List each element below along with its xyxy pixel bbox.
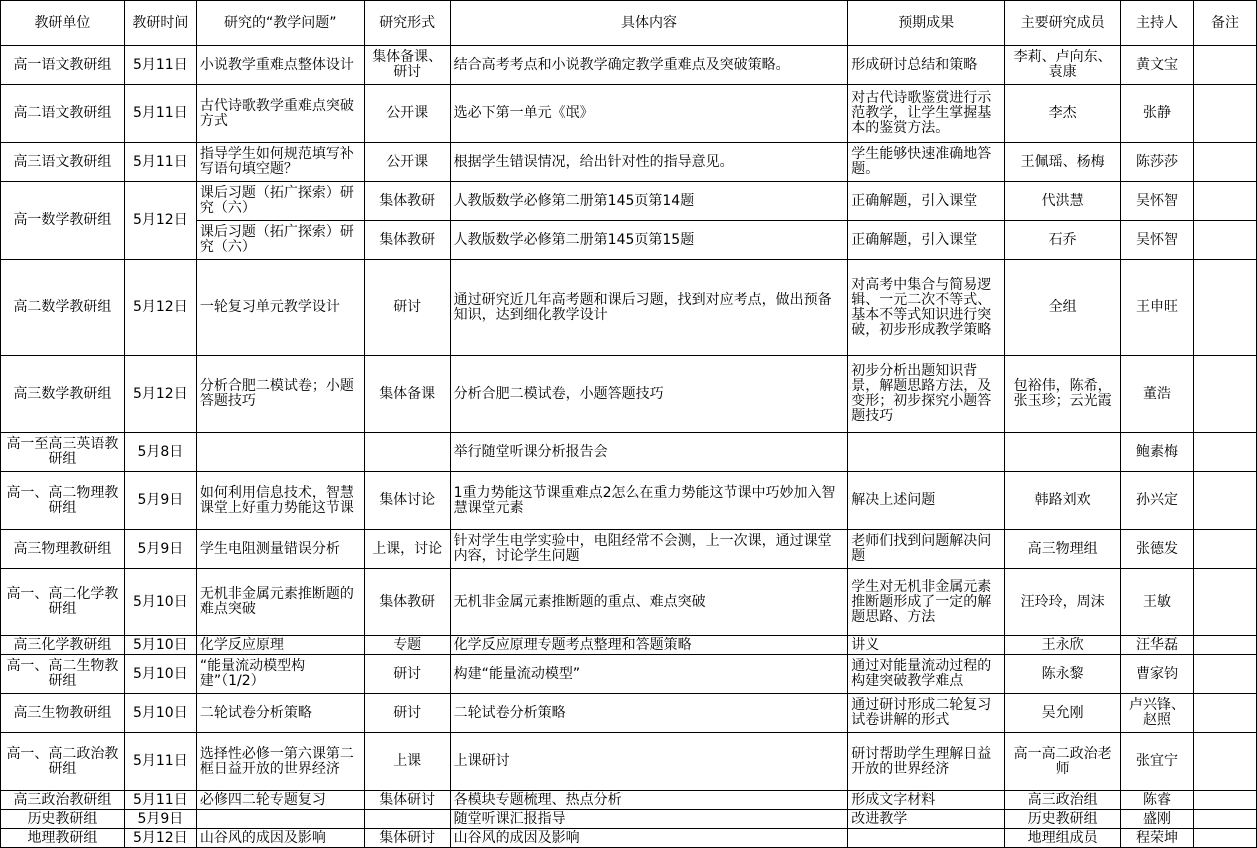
notes-cell bbox=[1193, 433, 1256, 472]
host-cell: 吴怀智 bbox=[1121, 221, 1194, 260]
notes-cell bbox=[1193, 829, 1256, 848]
header-row bbox=[1, 1, 1257, 46]
content-cell: 1重力势能这节课重难点2怎么在重力势能这节课中巧妙加入智慧课堂元素 bbox=[450, 472, 848, 530]
unit-cell: 地理教研组 bbox=[1, 829, 125, 848]
members-cell: 韩路刘欢 bbox=[1005, 472, 1121, 530]
members-cell: 高一高二政治老师 bbox=[1005, 733, 1121, 791]
table-row bbox=[1, 472, 1257, 530]
members-cell: 王佩瑶、杨梅 bbox=[1005, 143, 1121, 182]
outcome-cell: 对古代诗歌鉴赏进行示范教学，让学生掌握基本的鉴赏方法。 bbox=[848, 85, 1005, 143]
members-cell: 包裕伟，陈希，张玉珍；云光霞 bbox=[1005, 356, 1121, 433]
table-row bbox=[1, 694, 1257, 733]
header-form: 研究形式 bbox=[364, 1, 450, 46]
members-cell: 地理组成员 bbox=[1005, 829, 1121, 848]
members-cell: 石乔 bbox=[1005, 221, 1121, 260]
table-row bbox=[1, 569, 1257, 636]
form-cell: 公开课 bbox=[364, 85, 450, 143]
table-row bbox=[1, 829, 1257, 848]
table-row bbox=[1, 733, 1257, 791]
table-row bbox=[1, 530, 1257, 569]
problem-cell: 必修四二轮专题复习 bbox=[196, 791, 364, 810]
date-cell: 5月9日 bbox=[124, 472, 196, 530]
notes-cell bbox=[1193, 46, 1256, 85]
date-cell: 5月10日 bbox=[124, 694, 196, 733]
form-cell: 上课，讨论 bbox=[364, 530, 450, 569]
problem-cell: 分析合肥二模试卷；小题答题技巧 bbox=[196, 356, 364, 433]
unit-cell: 高二语文教研组 bbox=[1, 85, 125, 143]
outcome-cell: 形成研讨总结和策略 bbox=[848, 46, 1005, 85]
content-cell: 山谷风的成因及影响 bbox=[450, 829, 848, 848]
date-cell: 5月11日 bbox=[124, 791, 196, 810]
outcome-cell: 正确解题，引入课堂 bbox=[848, 221, 1005, 260]
date-cell: 5月10日 bbox=[124, 655, 196, 694]
outcome-cell: 通过对能量流动过程的构建突破教学难点 bbox=[848, 655, 1005, 694]
notes-cell bbox=[1193, 530, 1256, 569]
problem-cell: 小说教学重难点整体设计 bbox=[196, 46, 364, 85]
form-cell: 集体教研 bbox=[364, 182, 450, 221]
outcome-cell: 学生对无机非金属元素推断题形成了一定的解题思路、方法 bbox=[848, 569, 1005, 636]
outcome-cell: 对高考中集合与简易逻辑、一元二次不等式、基本不等式知识进行突破，初步形成教学策略 bbox=[848, 260, 1005, 356]
date-cell: 5月11日 bbox=[124, 46, 196, 85]
host-cell: 张德发 bbox=[1121, 530, 1194, 569]
date-cell: 5月8日 bbox=[124, 433, 196, 472]
host-cell: 王申旺 bbox=[1121, 260, 1194, 356]
host-cell: 张静 bbox=[1121, 85, 1194, 143]
form-cell: 集体研讨 bbox=[364, 829, 450, 848]
problem-cell bbox=[196, 433, 364, 472]
members-cell: 全组 bbox=[1005, 260, 1121, 356]
form-cell: 专题 bbox=[364, 636, 450, 655]
unit-cell: 高三物理教研组 bbox=[1, 530, 125, 569]
outcome-cell: 研讨帮助学生理解日益开放的世界经济 bbox=[848, 733, 1005, 791]
outcome-cell: 通过研讨形成二轮复习试卷讲解的形式 bbox=[848, 694, 1005, 733]
content-cell: 构建“能量流动模型” bbox=[450, 655, 848, 694]
table-row bbox=[1, 143, 1257, 182]
header-outcome: 预期成果 bbox=[848, 1, 1005, 46]
form-cell: 集体备课 bbox=[364, 356, 450, 433]
header-content: 具体内容 bbox=[450, 1, 848, 46]
members-cell: 汪玲玲，周沫 bbox=[1005, 569, 1121, 636]
form-cell: 研讨 bbox=[364, 694, 450, 733]
content-cell: 举行随堂听课分析报告会 bbox=[450, 433, 848, 472]
problem-cell: 选择性必修一第六课第二框日益开放的世界经济 bbox=[196, 733, 364, 791]
problem-cell: 课后习题（拓广探索）研究（六） bbox=[196, 221, 364, 260]
content-cell: 人教版数学必修第二册第145页第15题 bbox=[450, 221, 848, 260]
notes-cell bbox=[1193, 182, 1256, 221]
notes-cell bbox=[1193, 636, 1256, 655]
problem-cell bbox=[196, 810, 364, 829]
content-cell: 上课研讨 bbox=[450, 733, 848, 791]
problem-cell: 古代诗歌教学重难点突破方式 bbox=[196, 85, 364, 143]
notes-cell bbox=[1193, 810, 1256, 829]
table-row bbox=[1, 356, 1257, 433]
host-cell: 盛刚 bbox=[1121, 810, 1194, 829]
content-cell: 二轮试卷分析策略 bbox=[450, 694, 848, 733]
problem-cell: 二轮试卷分析策略 bbox=[196, 694, 364, 733]
outcome-cell bbox=[848, 829, 1005, 848]
members-cell: 陈永黎 bbox=[1005, 655, 1121, 694]
host-cell: 王敏 bbox=[1121, 569, 1194, 636]
table-row bbox=[1, 260, 1257, 356]
form-cell: 研讨 bbox=[364, 260, 450, 356]
unit-cell: 高三语文教研组 bbox=[1, 143, 125, 182]
header-problem: 研究的“教学问题” bbox=[196, 1, 364, 46]
host-cell: 黄文宝 bbox=[1121, 46, 1194, 85]
problem-cell: 化学反应原理 bbox=[196, 636, 364, 655]
table-row bbox=[1, 182, 1257, 221]
members-cell: 高三政治组 bbox=[1005, 791, 1121, 810]
date-cell: 5月11日 bbox=[124, 733, 196, 791]
outcome-cell: 改进教学 bbox=[848, 810, 1005, 829]
unit-cell: 高三数学教研组 bbox=[1, 356, 125, 433]
content-cell: 针对学生电学实验中，电阻经常不会测，上一次课，通过课堂内容，讨论学生问题 bbox=[450, 530, 848, 569]
problem-cell: 指导学生如何规范填写补写语句填空题？ bbox=[196, 143, 364, 182]
table-row bbox=[1, 46, 1257, 85]
members-cell: 王永欣 bbox=[1005, 636, 1121, 655]
outcome-cell: 初步分析出题知识背景，解题思路方法，及变形；初步探究小题答题技巧 bbox=[848, 356, 1005, 433]
date-cell: 5月12日 bbox=[124, 182, 196, 260]
members-cell: 历史教研组 bbox=[1005, 810, 1121, 829]
members-cell: 李莉、卢向东、袁康 bbox=[1005, 46, 1121, 85]
problem-cell: 山谷风的成因及影响 bbox=[196, 829, 364, 848]
host-cell: 董浩 bbox=[1121, 356, 1194, 433]
unit-cell: 高一、高二物理教研组 bbox=[1, 472, 125, 530]
unit-cell: 高三生物教研组 bbox=[1, 694, 125, 733]
date-cell: 5月10日 bbox=[124, 569, 196, 636]
header-members: 主要研究成员 bbox=[1005, 1, 1121, 46]
form-cell: 集体备课、研讨 bbox=[364, 46, 450, 85]
unit-cell: 高一数学教研组 bbox=[1, 182, 125, 260]
header-unit: 教研单位 bbox=[1, 1, 125, 46]
problem-cell: 如何利用信息技术，智慧课堂上好重力势能这节课 bbox=[196, 472, 364, 530]
form-cell bbox=[364, 810, 450, 829]
problem-cell: “能量流动模型构建”（1/2） bbox=[196, 655, 364, 694]
host-cell: 陈莎莎 bbox=[1121, 143, 1194, 182]
table-row bbox=[1, 791, 1257, 810]
form-cell: 公开课 bbox=[364, 143, 450, 182]
form-cell: 集体教研 bbox=[364, 569, 450, 636]
table-row bbox=[1, 85, 1257, 143]
form-cell: 集体教研 bbox=[364, 221, 450, 260]
form-cell: 集体研讨 bbox=[364, 791, 450, 810]
outcome-cell: 学生能够快速准确地答题。 bbox=[848, 143, 1005, 182]
form-cell: 研讨 bbox=[364, 655, 450, 694]
content-cell: 人教版数学必修第二册第145页第14题 bbox=[450, 182, 848, 221]
unit-cell: 高一、高二化学教研组 bbox=[1, 569, 125, 636]
members-cell: 吴允刚 bbox=[1005, 694, 1121, 733]
host-cell: 卢兴锋、赵照 bbox=[1121, 694, 1194, 733]
notes-cell bbox=[1193, 221, 1256, 260]
outcome-cell: 讲义 bbox=[848, 636, 1005, 655]
table-row bbox=[1, 636, 1257, 655]
content-cell: 无机非金属元素推断题的重点、难点突破 bbox=[450, 569, 848, 636]
members-cell bbox=[1005, 433, 1121, 472]
unit-cell: 高三政治教研组 bbox=[1, 791, 125, 810]
form-cell: 上课 bbox=[364, 733, 450, 791]
table-row bbox=[1, 810, 1257, 829]
unit-cell: 高三化学教研组 bbox=[1, 636, 125, 655]
date-cell: 5月12日 bbox=[124, 829, 196, 848]
date-cell: 5月12日 bbox=[124, 356, 196, 433]
unit-cell: 高一至高三英语教研组 bbox=[1, 433, 125, 472]
outcome-cell: 解决上述问题 bbox=[848, 472, 1005, 530]
form-cell: 集体讨论 bbox=[364, 472, 450, 530]
notes-cell bbox=[1193, 694, 1256, 733]
notes-cell bbox=[1193, 260, 1256, 356]
outcome-cell: 正确解题，引入课堂 bbox=[848, 182, 1005, 221]
problem-cell: 学生电阻测量错误分析 bbox=[196, 530, 364, 569]
unit-cell: 历史教研组 bbox=[1, 810, 125, 829]
header-host: 主持人 bbox=[1121, 1, 1194, 46]
problem-cell: 课后习题（拓广探索）研究（六） bbox=[196, 182, 364, 221]
content-cell: 化学反应原理专题考点整理和答题策略 bbox=[450, 636, 848, 655]
notes-cell bbox=[1193, 143, 1256, 182]
form-cell bbox=[364, 433, 450, 472]
content-cell: 根据学生错误情况，给出针对性的指导意见。 bbox=[450, 143, 848, 182]
table-row bbox=[1, 433, 1257, 472]
members-cell: 李杰 bbox=[1005, 85, 1121, 143]
notes-cell bbox=[1193, 85, 1256, 143]
table-row bbox=[1, 655, 1257, 694]
content-cell: 随堂听课汇报指导 bbox=[450, 810, 848, 829]
content-cell: 分析合肥二模试卷，小题答题技巧 bbox=[450, 356, 848, 433]
outcome-cell: 形成文字材料 bbox=[848, 791, 1005, 810]
members-cell: 代洪慧 bbox=[1005, 182, 1121, 221]
notes-cell bbox=[1193, 791, 1256, 810]
date-cell: 5月10日 bbox=[124, 636, 196, 655]
notes-cell bbox=[1193, 472, 1256, 530]
date-cell: 5月11日 bbox=[124, 85, 196, 143]
content-cell: 通过研究近几年高考题和课后习题，找到对应考点，做出预备知识，达到细化教学设计 bbox=[450, 260, 848, 356]
date-cell: 5月12日 bbox=[124, 260, 196, 356]
date-cell: 5月9日 bbox=[124, 810, 196, 829]
host-cell: 汪华磊 bbox=[1121, 636, 1194, 655]
host-cell: 孙兴定 bbox=[1121, 472, 1194, 530]
host-cell: 张宜宁 bbox=[1121, 733, 1194, 791]
host-cell: 曹家钧 bbox=[1121, 655, 1194, 694]
notes-cell bbox=[1193, 655, 1256, 694]
problem-cell: 无机非金属元素推断题的难点突破 bbox=[196, 569, 364, 636]
host-cell: 吴怀智 bbox=[1121, 182, 1194, 221]
host-cell: 程荣坤 bbox=[1121, 829, 1194, 848]
problem-cell: 一轮复习单元教学设计 bbox=[196, 260, 364, 356]
notes-cell bbox=[1193, 733, 1256, 791]
header-date: 教研时间 bbox=[124, 1, 196, 46]
date-cell: 5月11日 bbox=[124, 143, 196, 182]
outcome-cell: 老师们找到问题解决问题 bbox=[848, 530, 1005, 569]
content-cell: 选必下第一单元《氓》 bbox=[450, 85, 848, 143]
unit-cell: 高一、高二生物教研组 bbox=[1, 655, 125, 694]
notes-cell bbox=[1193, 569, 1256, 636]
unit-cell: 高一、高二政治教研组 bbox=[1, 733, 125, 791]
host-cell: 鲍素梅 bbox=[1121, 433, 1194, 472]
notes-cell bbox=[1193, 356, 1256, 433]
host-cell: 陈睿 bbox=[1121, 791, 1194, 810]
date-cell: 5月9日 bbox=[124, 530, 196, 569]
unit-cell: 高二数学教研组 bbox=[1, 260, 125, 356]
header-notes: 备注 bbox=[1193, 1, 1256, 46]
content-cell: 结合高考考点和小说教学确定教学重难点及突破策略。 bbox=[450, 46, 848, 85]
content-cell: 各模块专题梳理、热点分析 bbox=[450, 791, 848, 810]
unit-cell: 高一语文教研组 bbox=[1, 46, 125, 85]
members-cell: 高三物理组 bbox=[1005, 530, 1121, 569]
outcome-cell bbox=[848, 433, 1005, 472]
